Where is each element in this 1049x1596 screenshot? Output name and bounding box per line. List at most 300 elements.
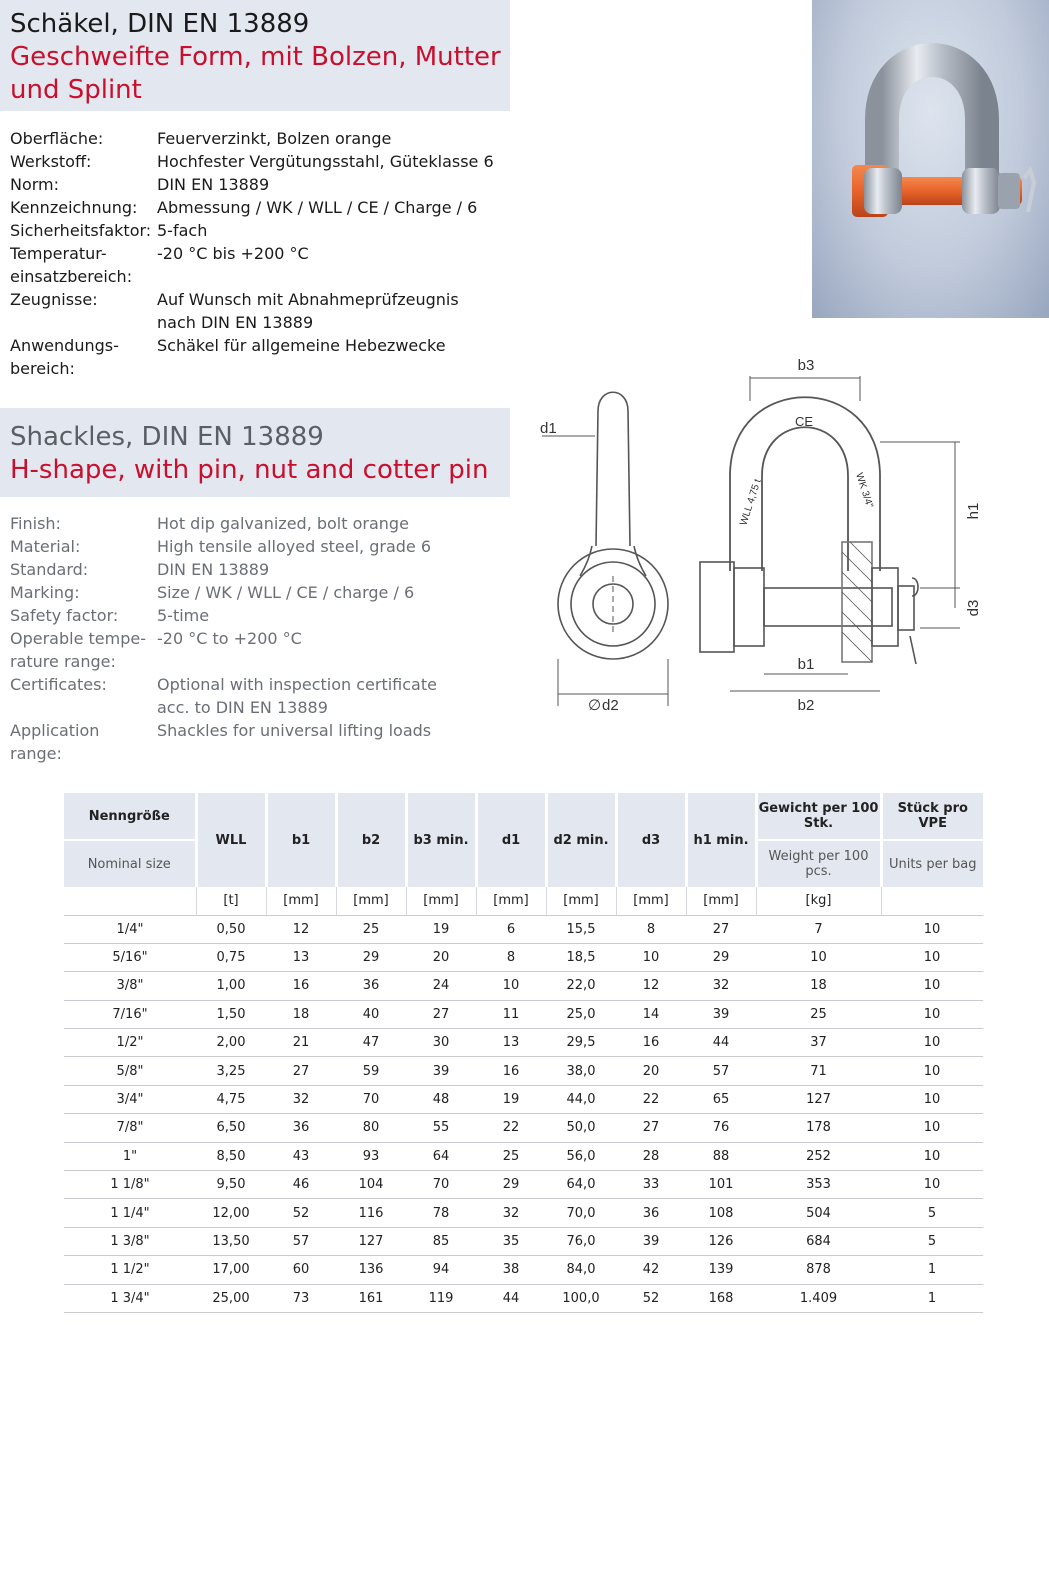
table-cell: 108 (686, 1199, 756, 1227)
table-cell: 116 (336, 1199, 406, 1227)
table-cell: 24 (406, 972, 476, 1000)
spec-value (157, 719, 510, 765)
table-cell: 13 (476, 1029, 546, 1057)
table-cell: 44 (476, 1284, 546, 1312)
table-cell: 127 (336, 1227, 406, 1255)
table-cell: 10 (881, 1029, 983, 1057)
table-cell: 13 (266, 943, 336, 971)
table-cell: 10 (881, 1142, 983, 1170)
table-cell: 40 (336, 1000, 406, 1028)
table-cell: 1,50 (196, 1000, 266, 1028)
table-cell: 25 (336, 915, 406, 943)
spec-value-line: -20 °C bis +200 °C (157, 244, 309, 263)
table-cell: 55 (406, 1114, 476, 1142)
table-cell: 27 (616, 1114, 686, 1142)
table-cell: 1.409 (756, 1284, 881, 1312)
table-cell: 2,00 (196, 1029, 266, 1057)
spec-row (10, 558, 510, 581)
table-row (64, 1256, 983, 1284)
table-cell: 94 (406, 1256, 476, 1284)
table-cell: 42 (616, 1256, 686, 1284)
spec-value-line: Feuerverzinkt, Bolzen orange (157, 129, 392, 148)
table-cell: 29,5 (546, 1029, 616, 1057)
english-subtitle: H-shape, with pin, nut and cotter pin (10, 455, 489, 485)
table-cell: 10 (881, 1114, 983, 1142)
spec-value (157, 535, 510, 558)
spec-value-line: Size / WK / WLL / CE / charge / 6 (157, 583, 415, 602)
table-cell: 52 (616, 1284, 686, 1312)
spec-value (157, 558, 510, 581)
table-cell: 161 (336, 1284, 406, 1312)
table-cell: 18 (756, 972, 881, 1000)
spec-key (10, 558, 157, 581)
table-cell: 3,25 (196, 1057, 266, 1085)
german-spec-list (10, 127, 510, 380)
unit-cell (881, 887, 983, 915)
table-cell: 22 (476, 1114, 546, 1142)
spec-row (10, 512, 510, 535)
table-cell: 22,0 (546, 972, 616, 1000)
table-cell: 10 (881, 915, 983, 943)
spec-value-line: Hochfester Vergütungsstahl, Güteklasse 6 (157, 152, 494, 171)
col-d1: d1 (476, 793, 546, 887)
spec-key-line: Application (10, 721, 100, 740)
spec-key (10, 288, 157, 334)
table-cell: 14 (616, 1000, 686, 1028)
unit-cell: [mm] (686, 887, 756, 915)
table-cell: 78 (406, 1199, 476, 1227)
table-cell: 20 (406, 943, 476, 971)
table-cell: 104 (336, 1171, 406, 1199)
diameter-symbol: ∅ (588, 697, 602, 714)
spec-value-line: Hot dip galvanized, bolt orange (157, 514, 409, 533)
dim-h1-label: h1 (965, 502, 982, 520)
table-cell: 39 (616, 1227, 686, 1255)
spec-key (10, 719, 157, 765)
table-cell: 32 (476, 1199, 546, 1227)
spec-row (10, 288, 510, 334)
table-cell: 1 (881, 1256, 983, 1284)
table-cell: 1,00 (196, 972, 266, 1000)
table-cell: 65 (686, 1085, 756, 1113)
table-cell: 10 (756, 943, 881, 971)
col-wll: WLL (196, 793, 266, 887)
col-d3: d3 (616, 793, 686, 887)
spec-key-line: Sicherheitsfaktor: (10, 221, 152, 240)
table-cell: 93 (336, 1142, 406, 1170)
table-cell: 70 (336, 1085, 406, 1113)
table-cell: 126 (686, 1227, 756, 1255)
table-cell: 6 (476, 915, 546, 943)
table-cell: 12 (266, 915, 336, 943)
table-cell: 9,50 (196, 1171, 266, 1199)
spec-value (157, 288, 510, 334)
spec-key-line: rature range: (10, 652, 116, 671)
table-cell: 47 (336, 1029, 406, 1057)
spec-row (10, 150, 510, 173)
spec-row (10, 581, 510, 604)
spec-key (10, 242, 157, 288)
table-cell: 3/4" (64, 1085, 196, 1113)
spec-value (157, 219, 510, 242)
spec-key (10, 150, 157, 173)
dim-b1-label: b1 (797, 656, 815, 673)
table-cell: 5/8" (64, 1057, 196, 1085)
spec-row (10, 719, 510, 765)
spec-key (10, 334, 157, 380)
spec-value-line: DIN EN 13889 (157, 560, 270, 579)
spec-row (10, 196, 510, 219)
col-b3: b3 min. (406, 793, 476, 887)
table-body (64, 887, 983, 1312)
table-cell: 32 (686, 972, 756, 1000)
german-subtitle-line1: Geschweifte Form, mit Bolzen, Mutter (10, 42, 501, 72)
col-h1: h1 min. (686, 793, 756, 887)
spec-key-line: Operable tempe- (10, 629, 146, 648)
spec-row (10, 334, 510, 380)
table-cell: 76 (686, 1114, 756, 1142)
table-cell: 27 (686, 915, 756, 943)
table-cell: 16 (266, 972, 336, 1000)
table-cell: 10 (616, 943, 686, 971)
col-units-en: Units per bag (881, 840, 983, 887)
spec-value (157, 150, 510, 173)
unit-cell: [mm] (616, 887, 686, 915)
table-cell: 22 (616, 1085, 686, 1113)
spec-row (10, 604, 510, 627)
spec-row (10, 127, 510, 150)
table-row (64, 1114, 983, 1142)
table-cell: 100,0 (546, 1284, 616, 1312)
english-title-box (0, 408, 510, 497)
table-cell: 15,5 (546, 915, 616, 943)
table-cell: 684 (756, 1227, 881, 1255)
spec-value-line: Auf Wunsch mit Abnahmeprüfzeugnis (157, 290, 459, 309)
spec-key-line: Temperatur- (10, 244, 107, 263)
spec-value-line: -20 °C to +200 °C (157, 629, 302, 648)
unit-cell: [mm] (406, 887, 476, 915)
table-cell: 7/16" (64, 1000, 196, 1028)
spec-value-line: nach DIN EN 13889 (157, 313, 314, 332)
spec-key-line: Zeugnisse: (10, 290, 98, 309)
table-cell: 20 (616, 1057, 686, 1085)
table-cell: 11 (476, 1000, 546, 1028)
table-cell: 6,50 (196, 1114, 266, 1142)
table-cell: 1 (881, 1284, 983, 1312)
table-cell: 10 (881, 972, 983, 1000)
german-title-box (0, 0, 510, 111)
col-weight-en: Weight per 100 pcs. (756, 840, 881, 887)
table-cell: 8 (476, 943, 546, 971)
unit-cell: [mm] (476, 887, 546, 915)
spec-key-line: Kennzeichnung: (10, 198, 138, 217)
spec-value-line: Abmessung / WK / WLL / CE / Charge / 6 (157, 198, 478, 217)
table-row (64, 915, 983, 943)
table-cell: 13,50 (196, 1227, 266, 1255)
spec-key-line: Marking: (10, 583, 80, 602)
table-cell: 64 (406, 1142, 476, 1170)
side-view (542, 392, 668, 706)
units-row (64, 887, 983, 915)
table-cell: 46 (266, 1171, 336, 1199)
table-cell: 10 (881, 1085, 983, 1113)
spec-row (10, 627, 510, 673)
dimensions-table (64, 793, 983, 1313)
table-cell: 8 (616, 915, 686, 943)
ce-mark: CE (795, 414, 814, 429)
col-b2: b2 (336, 793, 406, 887)
table-cell: 52 (266, 1199, 336, 1227)
table-cell: 353 (756, 1171, 881, 1199)
spec-value (157, 242, 510, 288)
spec-key (10, 604, 157, 627)
table-cell: 1 1/8" (64, 1171, 196, 1199)
table-cell: 88 (686, 1142, 756, 1170)
table-cell: 504 (756, 1199, 881, 1227)
front-view (700, 376, 960, 691)
spec-key (10, 127, 157, 150)
spec-value (157, 127, 510, 150)
table-cell: 32 (266, 1085, 336, 1113)
table-cell: 36 (336, 972, 406, 1000)
german-subtitle-line2: und Splint (10, 75, 142, 105)
table-cell: 73 (266, 1284, 336, 1312)
col-weight-de: Gewicht per 100 Stk. (756, 793, 881, 840)
spec-key-line: Oberfläche: (10, 129, 104, 148)
table-cell: 16 (476, 1057, 546, 1085)
spec-value (157, 581, 510, 604)
table-cell: 7 (756, 915, 881, 943)
table-row (64, 943, 983, 971)
dim-d2-label: d2 (602, 697, 619, 714)
table-cell: 21 (266, 1029, 336, 1057)
table-cell: 30 (406, 1029, 476, 1057)
table-cell: 12 (616, 972, 686, 1000)
table-cell: 25,0 (546, 1000, 616, 1028)
table-cell: 19 (476, 1085, 546, 1113)
spec-value (157, 196, 510, 219)
spec-row (10, 673, 510, 719)
spec-value-line: Optional with inspection certificate (157, 675, 437, 694)
spec-key-line: Standard: (10, 560, 89, 579)
table-cell: 28 (616, 1142, 686, 1170)
spec-value (157, 673, 510, 719)
spec-key (10, 512, 157, 535)
table-cell: 17,00 (196, 1256, 266, 1284)
table-cell: 29 (476, 1171, 546, 1199)
english-spec-list (10, 512, 510, 765)
table-cell: 27 (406, 1000, 476, 1028)
table-cell: 71 (756, 1057, 881, 1085)
spec-value-line: 5-fach (157, 221, 208, 240)
dim-b2-label: b2 (797, 697, 815, 714)
table-cell: 29 (336, 943, 406, 971)
table-cell: 43 (266, 1142, 336, 1170)
table-cell: 76,0 (546, 1227, 616, 1255)
dim-d3-label: d3 (965, 599, 982, 617)
spec-key-line: Finish: (10, 514, 61, 533)
table-cell: 1/2" (64, 1029, 196, 1057)
table-cell: 10 (881, 943, 983, 971)
table-row (64, 972, 983, 1000)
table-row (64, 1029, 983, 1057)
spec-key-line: Material: (10, 537, 81, 556)
table-cell: 85 (406, 1227, 476, 1255)
product-photo (812, 0, 1049, 318)
table-cell: 10 (881, 1057, 983, 1085)
table-cell: 5 (881, 1227, 983, 1255)
table-cell: 1/4" (64, 915, 196, 943)
table-cell: 70,0 (546, 1199, 616, 1227)
spec-key-line: bereich: (10, 359, 75, 378)
spec-row (10, 219, 510, 242)
table-cell: 38 (476, 1256, 546, 1284)
table-cell: 25,00 (196, 1284, 266, 1312)
col-nominal-de: Nenngröße (64, 793, 196, 840)
table-cell: 16 (616, 1029, 686, 1057)
spec-value-line: High tensile alloyed steel, grade 6 (157, 537, 432, 556)
table-cell: 18 (266, 1000, 336, 1028)
spec-value-line: Schäkel für allgemeine Hebezwecke (157, 336, 446, 355)
table-cell: 64,0 (546, 1171, 616, 1199)
spec-key (10, 196, 157, 219)
wk-marking: WK 3/4" (853, 471, 875, 510)
table-cell: 39 (406, 1057, 476, 1085)
table-cell: 1 3/8" (64, 1227, 196, 1255)
spec-value (157, 627, 510, 673)
table-cell: 59 (336, 1057, 406, 1085)
table-cell: 19 (406, 915, 476, 943)
table-cell: 70 (406, 1171, 476, 1199)
table-row (64, 1142, 983, 1170)
table-cell: 44 (686, 1029, 756, 1057)
table-row (64, 1000, 983, 1028)
table-cell: 80 (336, 1114, 406, 1142)
spec-key (10, 581, 157, 604)
table-cell: 35 (476, 1227, 546, 1255)
table-cell: 38,0 (546, 1057, 616, 1085)
table-cell: 5/16" (64, 943, 196, 971)
table-cell: 10 (881, 1171, 983, 1199)
table-cell: 878 (756, 1256, 881, 1284)
spec-value-line: 5-time (157, 606, 210, 625)
table-cell: 57 (686, 1057, 756, 1085)
unit-cell: [mm] (266, 887, 336, 915)
unit-cell: [t] (196, 887, 266, 915)
table-cell: 39 (686, 1000, 756, 1028)
table-row (64, 1284, 983, 1312)
spec-value-line: DIN EN 13889 (157, 175, 270, 194)
table-cell: 37 (756, 1029, 881, 1057)
spec-key-line: Safety factor: (10, 606, 119, 625)
table-cell: 127 (756, 1085, 881, 1113)
unit-cell: [kg] (756, 887, 881, 915)
table-row (64, 1227, 983, 1255)
table-cell: 57 (266, 1227, 336, 1255)
table-cell: 101 (686, 1171, 756, 1199)
col-nominal-en: Nominal size (64, 840, 196, 887)
spec-key-line: Norm: (10, 175, 60, 194)
table-cell: 50,0 (546, 1114, 616, 1142)
unit-cell (64, 887, 196, 915)
spec-value (157, 512, 510, 535)
col-d2: d2 min. (546, 793, 616, 887)
spec-value-line: Shackles for universal lifting loads (157, 721, 432, 740)
technical-drawing (540, 356, 985, 716)
spec-value (157, 173, 510, 196)
table-cell: 27 (266, 1057, 336, 1085)
table-cell: 36 (266, 1114, 336, 1142)
table-cell: 5 (881, 1199, 983, 1227)
spec-key-line: einsatzbereich: (10, 267, 133, 286)
table-row (64, 1171, 983, 1199)
english-title: Shackles, DIN EN 13889 (10, 422, 324, 452)
table-cell: 3/8" (64, 972, 196, 1000)
table-cell: 168 (686, 1284, 756, 1312)
table-cell: 25 (476, 1142, 546, 1170)
table-row (64, 1085, 983, 1113)
table-cell: 60 (266, 1256, 336, 1284)
table-cell: 1 3/4" (64, 1284, 196, 1312)
spec-key (10, 535, 157, 558)
table-cell: 8,50 (196, 1142, 266, 1170)
table-cell: 1" (64, 1142, 196, 1170)
table-cell: 84,0 (546, 1256, 616, 1284)
spec-key (10, 173, 157, 196)
table-cell: 18,5 (546, 943, 616, 971)
col-b1: b1 (266, 793, 336, 887)
table-cell: 136 (336, 1256, 406, 1284)
table-cell: 1 1/4" (64, 1199, 196, 1227)
table-cell: 10 (881, 1000, 983, 1028)
shackle-photo-icon (812, 0, 1049, 318)
spec-key-line: Certificates: (10, 675, 107, 694)
unit-cell: [mm] (336, 887, 406, 915)
table-cell: 25 (756, 1000, 881, 1028)
spec-key (10, 673, 157, 719)
spec-row (10, 173, 510, 196)
table-cell: 44,0 (546, 1085, 616, 1113)
spec-key-line: Werkstoff: (10, 152, 92, 171)
table-cell: 48 (406, 1085, 476, 1113)
table-cell: 7/8" (64, 1114, 196, 1142)
spec-key (10, 219, 157, 242)
table-row (64, 1057, 983, 1085)
table-cell: 36 (616, 1199, 686, 1227)
spec-key (10, 627, 157, 673)
dim-b3-label: b3 (797, 357, 815, 374)
table-cell: 178 (756, 1114, 881, 1142)
wll-marking: WLL 4,75 t (738, 477, 764, 527)
table-cell: 56,0 (546, 1142, 616, 1170)
spec-value (157, 334, 510, 380)
spec-key-line: range: (10, 744, 62, 763)
spec-value (157, 604, 510, 627)
table-cell: 10 (476, 972, 546, 1000)
dim-d1-label: d1 (540, 420, 557, 437)
table-cell: 29 (686, 943, 756, 971)
table-cell: 0,50 (196, 915, 266, 943)
table-cell: 12,00 (196, 1199, 266, 1227)
col-units-de: Stück pro VPE (881, 793, 983, 840)
table-cell: 0,75 (196, 943, 266, 971)
unit-cell: [mm] (546, 887, 616, 915)
german-title: Schäkel, DIN EN 13889 (10, 9, 310, 39)
table-cell: 33 (616, 1171, 686, 1199)
table-cell: 119 (406, 1284, 476, 1312)
spec-row (10, 535, 510, 558)
table-cell: 139 (686, 1256, 756, 1284)
